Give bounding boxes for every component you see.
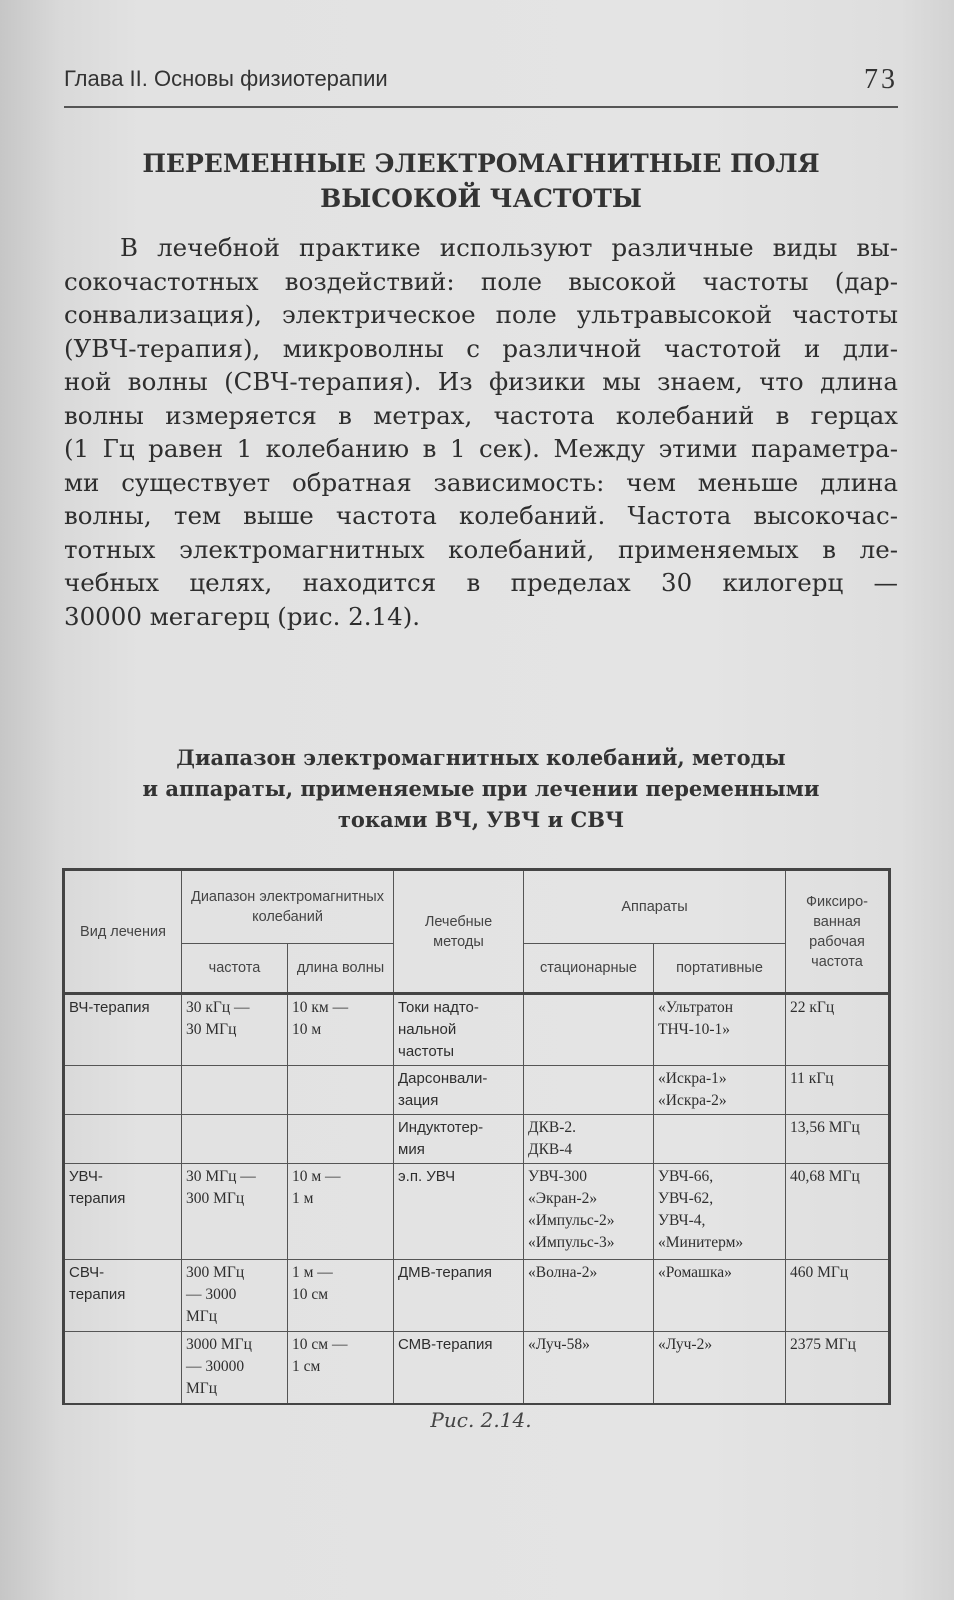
cell-text: терапия (69, 1190, 126, 1207)
cell-text: 10 км — (292, 999, 349, 1016)
cell-text: 3000 МГц (186, 1336, 252, 1353)
cell-text: «Волна-2» (528, 1264, 598, 1281)
portable-cell (654, 1332, 786, 1404)
method-cell (394, 1115, 524, 1164)
body-paragraph (64, 231, 898, 633)
table-row (64, 1164, 890, 1260)
cell-text: — 3000 (186, 1286, 237, 1303)
chapter-title: Глава II. Основы физиотерапии (64, 66, 388, 91)
table-row (64, 1260, 890, 1332)
paragraph-line: волны измеряется в метрах, частота колебаний в герцах (64, 400, 898, 430)
stationary-cell (524, 994, 654, 1066)
table-title-line: и аппараты, применяемые при лечении переменными (142, 776, 820, 801)
type-cell (64, 1164, 182, 1260)
section-heading-line: ПЕРЕМЕННЫЕ ЭЛЕКТРОМАГНИТНЫЕ ПОЛЯ (142, 149, 820, 178)
frequency-table (62, 868, 891, 1405)
table-title (64, 742, 898, 835)
cell-text: 10 м (292, 1021, 322, 1038)
running-header (64, 62, 898, 108)
paragraph-line: тотных электромагнитных колебаний, применяемых в ле- (64, 534, 898, 564)
method-cell (394, 1332, 524, 1404)
portable-cell (654, 1066, 786, 1115)
cell-text: «Луч-2» (658, 1336, 713, 1353)
cell-text: ДКВ-4 (528, 1141, 573, 1158)
wavelength-cell (288, 1332, 394, 1404)
cell-text: СМВ-терапия (398, 1336, 493, 1353)
paragraph-line: ми существует обратная зависимость: чем меньше длина (64, 467, 898, 497)
wavelength-cell (288, 1260, 394, 1332)
paragraph-line: В лечебной практике используют различные виды вы- (120, 233, 898, 262)
section-heading-line: ВЫСОКОЙ ЧАСТОТЫ (320, 184, 642, 213)
type-cell (64, 1332, 182, 1404)
fixed-frequency-cell (786, 994, 890, 1066)
fixed-frequency-cell (786, 1332, 890, 1404)
type-cell (64, 1115, 182, 1164)
cell-text: УВЧ-66, (658, 1168, 714, 1185)
fixed-frequency-cell (786, 1260, 890, 1332)
cell-text: 10 см — (292, 1336, 348, 1353)
cell-text: 1 см (292, 1358, 321, 1375)
cell-text: э.п. УВЧ (398, 1168, 456, 1185)
wavelength-cell (288, 1066, 394, 1115)
cell-text: 30 МГц — (186, 1168, 256, 1185)
fixed-frequency-cell (786, 1164, 890, 1260)
method-cell (394, 994, 524, 1066)
paragraph-line: 30000 мегагерц (рис. 2.14). (64, 601, 421, 631)
cell-text: «Ромашка» (658, 1264, 732, 1281)
paragraph-line: волны, тем выше частота колебаний. Частота высокочас- (64, 501, 898, 530)
stationary-cell (524, 1164, 654, 1260)
paragraph-line: сокочастотных воздействий: поле высокой частоты (дар- (64, 266, 898, 296)
stationary-cell (524, 1332, 654, 1404)
cell-text: Дарсонвали- (398, 1070, 488, 1087)
cell-text: 1 м (292, 1190, 314, 1207)
method-cell (394, 1164, 524, 1260)
cell-text: УВЧ-4, (658, 1212, 706, 1229)
paragraph-line: чебных целях, находится в пределах 30 килогерц — (64, 568, 898, 597)
portable-cell (654, 1164, 786, 1260)
wavelength-cell (288, 1115, 394, 1164)
paragraph-line: (1 Гц равен 1 колебанию в 1 сек). Между этими параметра- (64, 434, 898, 463)
cell-text: «Луч-58» (528, 1336, 590, 1353)
fixed-frequency-cell (786, 1066, 890, 1115)
table-title-line: токами ВЧ, УВЧ и СВЧ (337, 807, 625, 832)
paragraph-line: сонвализация), электрическое поле ультравысокой частоты (64, 300, 898, 329)
cell-text: СВЧ- (69, 1264, 105, 1281)
cell-text: мия (398, 1141, 425, 1158)
cell-text: 300 МГц (186, 1264, 245, 1281)
type-cell (64, 1066, 182, 1115)
fixed-frequency-cell (786, 1115, 890, 1164)
figure-caption: Рис. 2.14. (430, 1408, 532, 1432)
page-number: 73 (864, 64, 898, 95)
cell-text: 40,68 МГц (790, 1168, 860, 1185)
frequency-cell (182, 1164, 288, 1260)
cell-text: ДКВ-2. (528, 1119, 577, 1136)
method-cell (394, 1260, 524, 1332)
cell-text: 1 м — (292, 1264, 333, 1281)
cell-text: ВЧ-терапия (69, 999, 150, 1016)
cell-text: «Искра-1» (658, 1070, 727, 1087)
cell-text: УВЧ-62, (658, 1190, 714, 1207)
section-heading (64, 146, 898, 216)
header-methods: Лечебные методы (394, 870, 524, 994)
cell-text: ТНЧ-10-1» (658, 1021, 731, 1038)
frequency-cell (182, 1260, 288, 1332)
cell-text: 22 кГц (790, 999, 835, 1016)
cell-text: «Минитерм» (658, 1234, 744, 1251)
cell-text: 10 см (292, 1286, 329, 1303)
frequency-cell (182, 1332, 288, 1404)
cell-text: «Импульс-3» (528, 1234, 615, 1251)
cell-text: Индуктотер- (398, 1119, 484, 1136)
cell-text: 30 МГц (186, 1021, 237, 1038)
cell-text: терапия (69, 1286, 126, 1303)
cell-text: частоты (398, 1043, 455, 1060)
cell-text: 300 МГц (186, 1190, 245, 1207)
paragraph-line: (УВЧ-терапия), микроволны с различной частотой и дли- (64, 333, 898, 363)
header-portable: портативные (654, 944, 786, 994)
type-cell (64, 994, 182, 1066)
frequency-cell (182, 994, 288, 1066)
cell-text: 2375 МГц (790, 1336, 856, 1353)
method-cell (394, 1066, 524, 1115)
cell-text: УВЧ- (69, 1168, 103, 1185)
cell-text: 13,56 МГц (790, 1119, 860, 1136)
cell-text: УВЧ-300 (528, 1168, 588, 1185)
frequency-cell (182, 1066, 288, 1115)
cell-text: 11 кГц (790, 1070, 834, 1087)
header-fixed-frequency: Фиксиро-ванная рабочая частота (786, 870, 890, 994)
cell-text: зация (398, 1092, 439, 1109)
table-row (64, 994, 890, 1066)
portable-cell (654, 1260, 786, 1332)
cell-text: Токи надто- (398, 999, 479, 1016)
cell-text: МГц (186, 1380, 218, 1397)
cell-text: «Экран-2» (528, 1190, 598, 1207)
cell-text: — 30000 (186, 1358, 245, 1375)
table-row (64, 1332, 890, 1404)
paragraph-line: ной волны (СВЧ-терапия). Из физики мы знаем, что длина (64, 367, 898, 396)
portable-cell (654, 1115, 786, 1164)
header-treatment-type: Вид лечения (64, 870, 182, 994)
table-title-line: Диапазон электромагнитных колебаний, методы (176, 745, 786, 770)
header-range: Диапазон электромагнитных колебаний (182, 870, 394, 944)
cell-text: МГц (186, 1308, 218, 1325)
cell-text: 10 м — (292, 1168, 341, 1185)
stationary-cell (524, 1260, 654, 1332)
cell-text: 460 МГц (790, 1264, 849, 1281)
frequency-cell (182, 1115, 288, 1164)
wavelength-cell (288, 1164, 394, 1260)
cell-text: нальной (398, 1021, 457, 1038)
table-row (64, 1115, 890, 1164)
type-cell (64, 1260, 182, 1332)
cell-text: «Импульс-2» (528, 1212, 615, 1229)
header-devices: Аппараты (524, 870, 786, 944)
stationary-cell (524, 1115, 654, 1164)
stationary-cell (524, 1066, 654, 1115)
table-body (64, 994, 890, 1404)
header-frequency: частота (182, 944, 288, 994)
cell-text: «Ультратон (658, 999, 733, 1016)
cell-text: ДМВ-терапия (398, 1264, 493, 1281)
wavelength-cell (288, 994, 394, 1066)
cell-text: «Искра-2» (658, 1092, 727, 1109)
cell-text: 30 кГц — (186, 999, 250, 1016)
header-wavelength: длина волны (288, 944, 394, 994)
header-stationary: стационарные (524, 944, 654, 994)
table-row (64, 1066, 890, 1115)
portable-cell (654, 994, 786, 1066)
